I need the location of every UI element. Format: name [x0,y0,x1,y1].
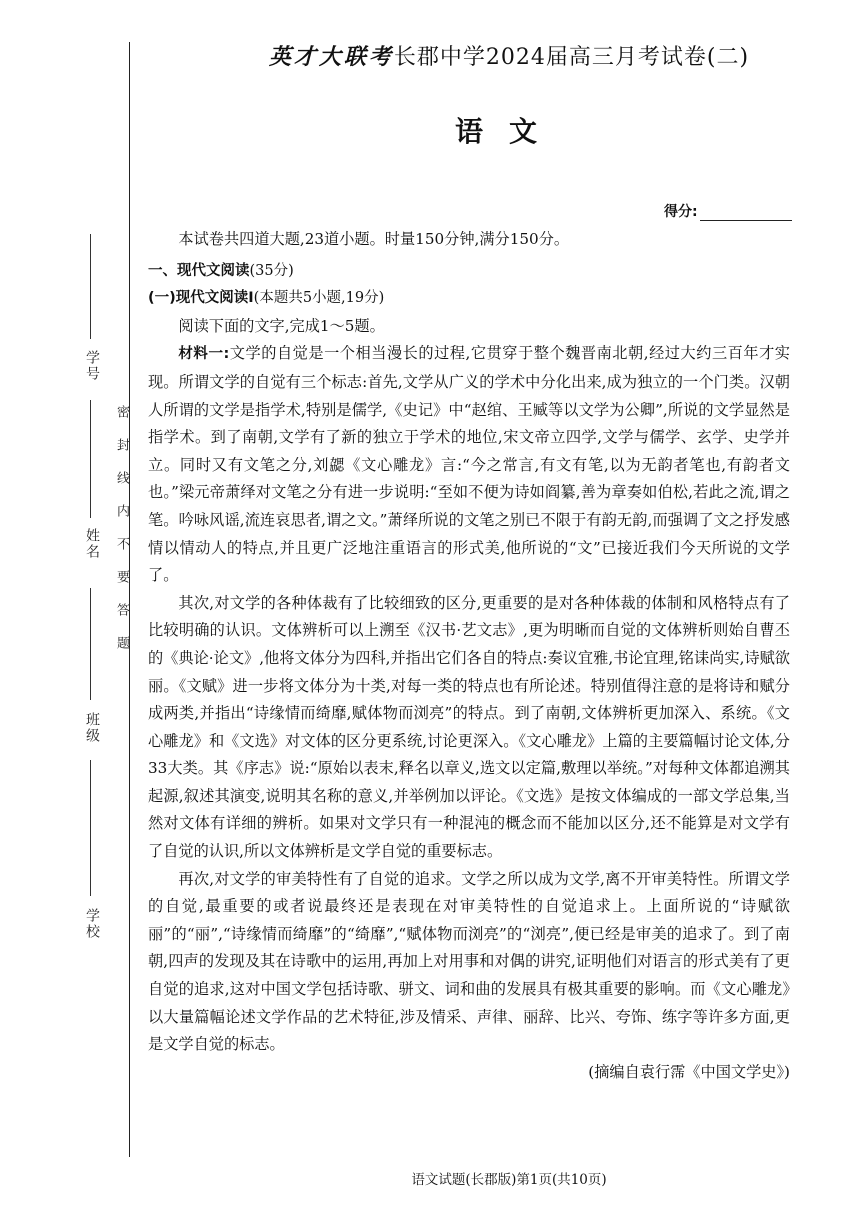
subject-title: 语文 [454,115,563,148]
score-blank [700,206,792,221]
exam-intro: 本试卷共四道大题,23道小题。时量150分钟,满分150分。 [178,230,570,248]
school-label: 学校 [84,908,100,940]
school-blank [90,760,91,896]
material-paragraph-3: 再次,对文学的审美特性有了自觉的追求。文学之所以成为文学,离不开审美特性。所谓文学的自觉,最重要的或者说最终还是表现在对审美特性的自觉追求上。上面所说的“诗赋欲丽”的“丽”,“诗缘情而绮靡”的“绮靡”,“赋体物而浏亮”的“浏亮”,便已经是审美的追求了。到了南朝,四声的发现及其在诗歌中的运用,再加上对用事和对偶的讲究,证明他们对语言的形式美有了更自觉的追求,这对中国文学包括诗歌、骈文、词和曲的发展具有极其重要的影响。而《文心雕龙》以大量篇幅论述文学作品的艺术特征,涉及情采、声律、丽辞、比兴、夸饰、练字等许多方面,更是文学自觉的标志。 [148,869,790,1054]
name-blank [90,400,91,518]
exam-title [150,40,868,71]
exam-content [148,226,790,1086]
student-id-blank [90,234,91,339]
score-label: 得分: [664,204,698,220]
seal-warning-text: 密封线内不要答题 [114,405,129,669]
subsection-note: (本题共5小题,19分) [253,290,385,307]
class-blank [90,588,91,700]
subsection-heading [148,285,790,313]
section-note: (35分) [249,262,294,279]
class-label: 班级 [84,712,100,744]
exam-brand: 英才大联考 [268,44,394,70]
student-id-label: 学号 [84,350,100,382]
material-source: (摘编自袁行霈《中国文学史》) [588,1062,790,1081]
page-footer: 语文试题(长郡版)第1页(共10页) [411,1172,607,1188]
reading-instruction: 阅读下面的文字,完成1～5题。 [178,316,385,335]
section-title: 一、现代文阅读 [148,262,250,279]
section-heading [148,258,790,286]
material-label: 材料一: [178,346,230,363]
exam-title-text: 长郡中学2024届高三月考试卷(二) [393,45,750,70]
material-paragraph-1 [148,340,790,589]
subsection-title: (一)现代文阅读Ⅰ [148,290,254,307]
name-label: 姓名 [84,528,100,560]
material-paragraph-2: 其次,对文学的各种体裁有了比较细致的区分,更重要的是对各种体裁的体制和风格特点有了比较明确的认识。文体辨析可以上溯至《汉书·艺文志》,更为明晰而自觉的文体辨析则始自曹丕的《典论·论文》,他将文体分为四科,并指出它们各自的特点:奏议宜雅,书论宜理,铭诔尚实,诗赋欲丽。《文赋》进一步将文体分为十类,对每一类的特点也有所论述。特别值得注意的是将诗和赋分成两类,并指出“诗缘情而绮靡,赋体物而浏亮”的特点。到了南朝,文体辨析更加深入、系统。《文心雕龙》和《文选》对文体的区分更系统,讨论更深入。《文心雕龙》上篇的主要篇幅讨论文体,分33大类。其《序志》说:“原始以表末,释名以章义,选文以定篇,敷理以举统。”对每种文体都追溯其起源,叙述其演变,说明其名称的意义,并举例加以评论。《文选》是按文体编成的一部文学总集,当然对文体有详细的辨析。如果对文学只有一种混沌的概念而不能加以区分,还不能算是对文学有了自觉的认识,所以文体辨析是文学自觉的重要标志。 [148,593,790,861]
material-paragraph-1-text: 文学的自觉是一个相当漫长的过程,它贯穿于整个魏晋南北朝,经过大约三百年才实现。所谓文学的自觉有三个标志:首先,文学从广义的学术中分化出来,成为独立的一个门类。汉朝人所谓的文学是指学术,特别是儒学,《史记》中“赵绾、王臧等以文学为公卿”,所说的文学显然是指学术。到了南朝,文学有了新的独立于学术的地位,宋文帝立四学,文学与儒学、玄学、史学并立。同时又有文笔之分,刘勰《文心雕龙》言:“今之常言,有文有笔,以为无韵者笔也,有韵者文也。”梁元帝萧绎对文笔之分有进一步说明:“至如不便为诗如阎纂,善为章奏如伯松,若此之流,谓之笔。吟咏风谣,流连哀思者,谓之文。”萧绎所说的文笔之别已不限于有韵无韵,而强调了文之抒发感情以情动人的特点,并且更广泛地注重语言的形式美,他所说的“文”已接近我们今天所说的文学了。 [148,344,790,585]
score-field [664,201,792,221]
